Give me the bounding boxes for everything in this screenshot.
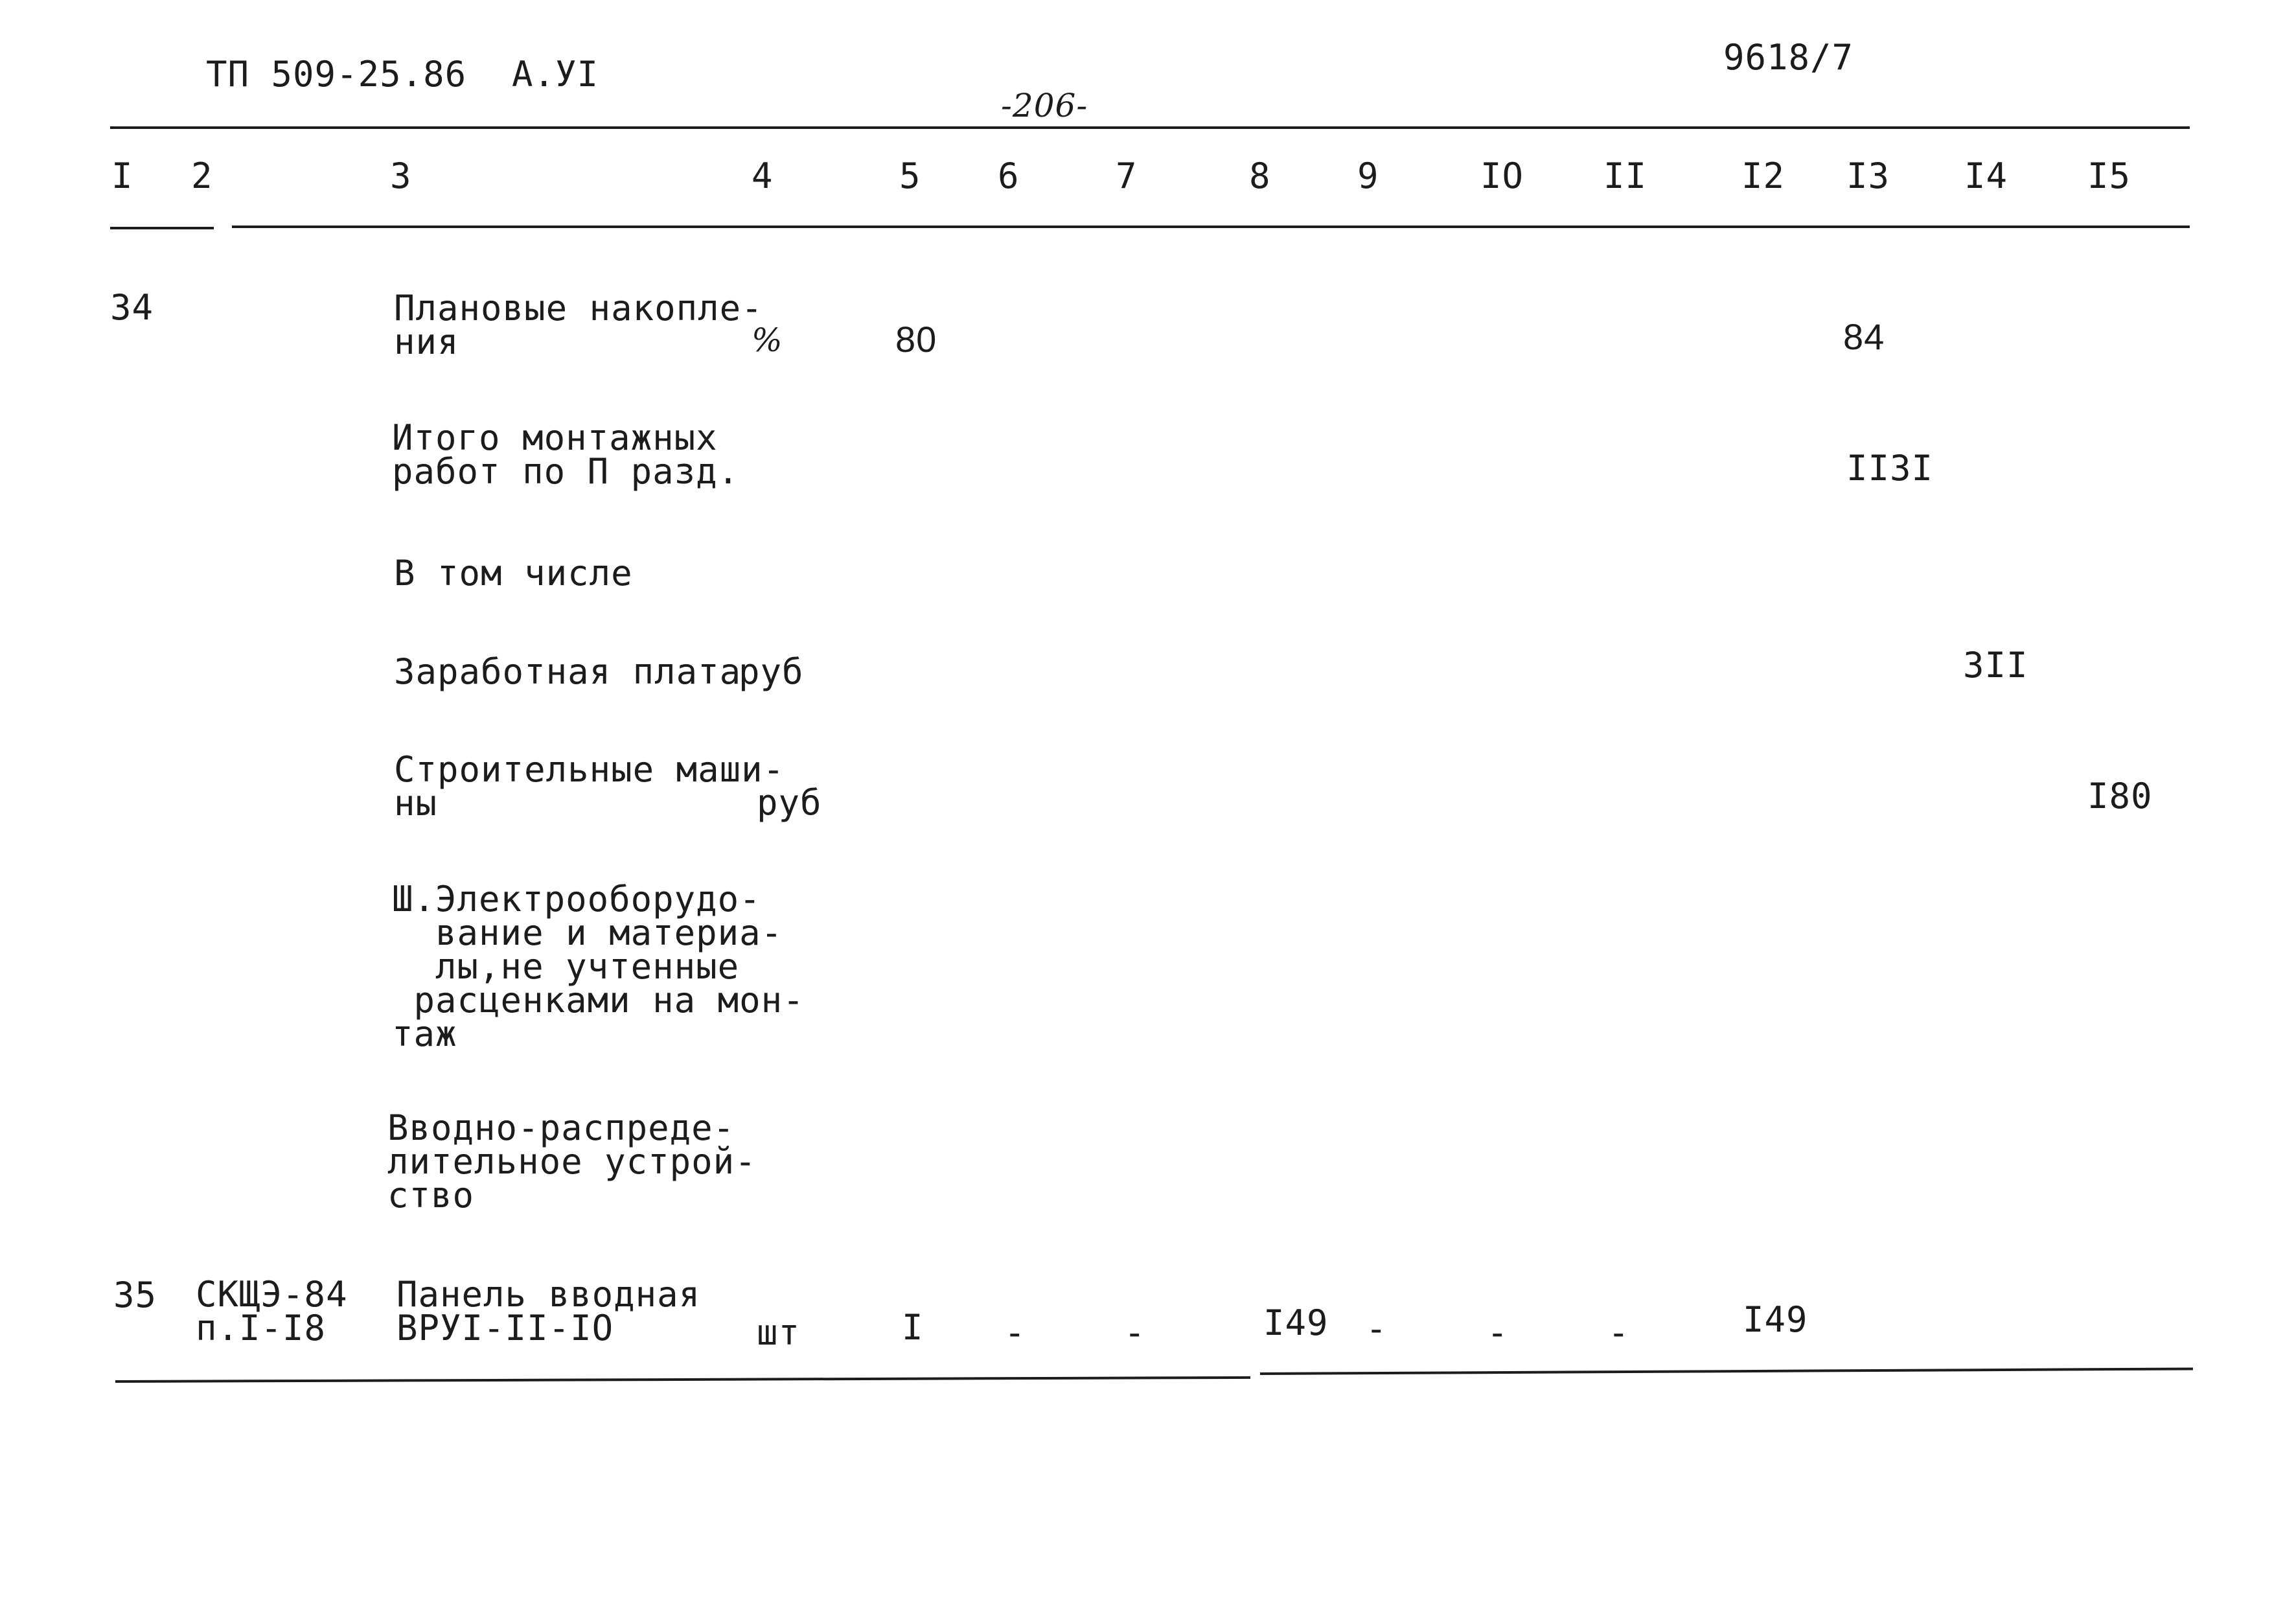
- column-header: 4: [752, 156, 774, 196]
- item-reference: СКЩЭ-84 п.I-I8: [196, 1274, 348, 1348]
- cell-col11: -: [1608, 1312, 1630, 1353]
- cell-col8: I49: [1263, 1302, 1329, 1343]
- cell-col6: -: [1004, 1312, 1026, 1353]
- item-name: Вводно-распреде- лительное устрой- ство: [387, 1107, 757, 1216]
- row-number: 34: [110, 287, 154, 328]
- column-header: 3: [390, 156, 412, 196]
- item-unit: %: [752, 321, 783, 359]
- page-number: -206-: [1001, 87, 1088, 124]
- cell-col10: -: [1487, 1312, 1509, 1353]
- cell-col5: I: [902, 1307, 924, 1348]
- album-number: А.УI: [512, 54, 599, 95]
- column-header: 7: [1116, 156, 1138, 196]
- document-code: ТП 509-25.86: [206, 54, 467, 95]
- table-bottom-rule-right: [1260, 1367, 2193, 1375]
- header-top-rule: [110, 126, 2190, 129]
- column-header: 6: [998, 156, 1020, 196]
- cell-col12: I49: [1743, 1299, 1808, 1340]
- column-header: I2: [1741, 156, 1785, 196]
- item-name: Итого монтажных работ по П разд.: [392, 417, 740, 492]
- sheet-reference: 9618/7: [1723, 37, 1854, 78]
- cell-col13: 84: [1843, 316, 1885, 357]
- item-name: Плановые накопле- ния: [394, 288, 763, 362]
- item-unit: шт: [757, 1312, 801, 1353]
- header-bottom-rule: [232, 225, 2190, 228]
- cell-col14: 3II: [1963, 645, 2028, 686]
- column-header: 8: [1249, 156, 1271, 196]
- header-bottom-rule-left: [110, 227, 214, 229]
- cell-col5: 80: [895, 319, 937, 360]
- column-header: 5: [899, 156, 921, 196]
- item-name: Ш.Электрооборудо- вание и материа- лы,не учтенные расценками на мон- таж: [392, 879, 805, 1054]
- column-header: I5: [2087, 156, 2131, 196]
- cell-col7: -: [1124, 1312, 1146, 1353]
- row-number: 35: [113, 1275, 157, 1315]
- item-name: В том числе: [394, 553, 633, 594]
- item-name: Строительные маши- ны: [394, 749, 785, 824]
- column-header: I3: [1846, 156, 1890, 196]
- item-unit: руб: [739, 651, 804, 692]
- column-header: IO: [1480, 156, 1524, 196]
- item-name: Панель вводная ВРУI-II-IO: [396, 1274, 701, 1348]
- column-header: I: [111, 156, 133, 196]
- column-header: II: [1603, 156, 1647, 196]
- item-unit: руб: [757, 782, 822, 823]
- table-bottom-rule-left: [115, 1376, 1250, 1383]
- column-header: 9: [1357, 156, 1379, 196]
- item-name: Заработная плата: [394, 651, 742, 692]
- column-header: 2: [191, 156, 213, 196]
- column-header: I4: [1964, 156, 2008, 196]
- cell-col15: I80: [2087, 776, 2153, 816]
- cell-col9: -: [1366, 1308, 1388, 1349]
- cell-col13: II3I: [1846, 448, 1934, 489]
